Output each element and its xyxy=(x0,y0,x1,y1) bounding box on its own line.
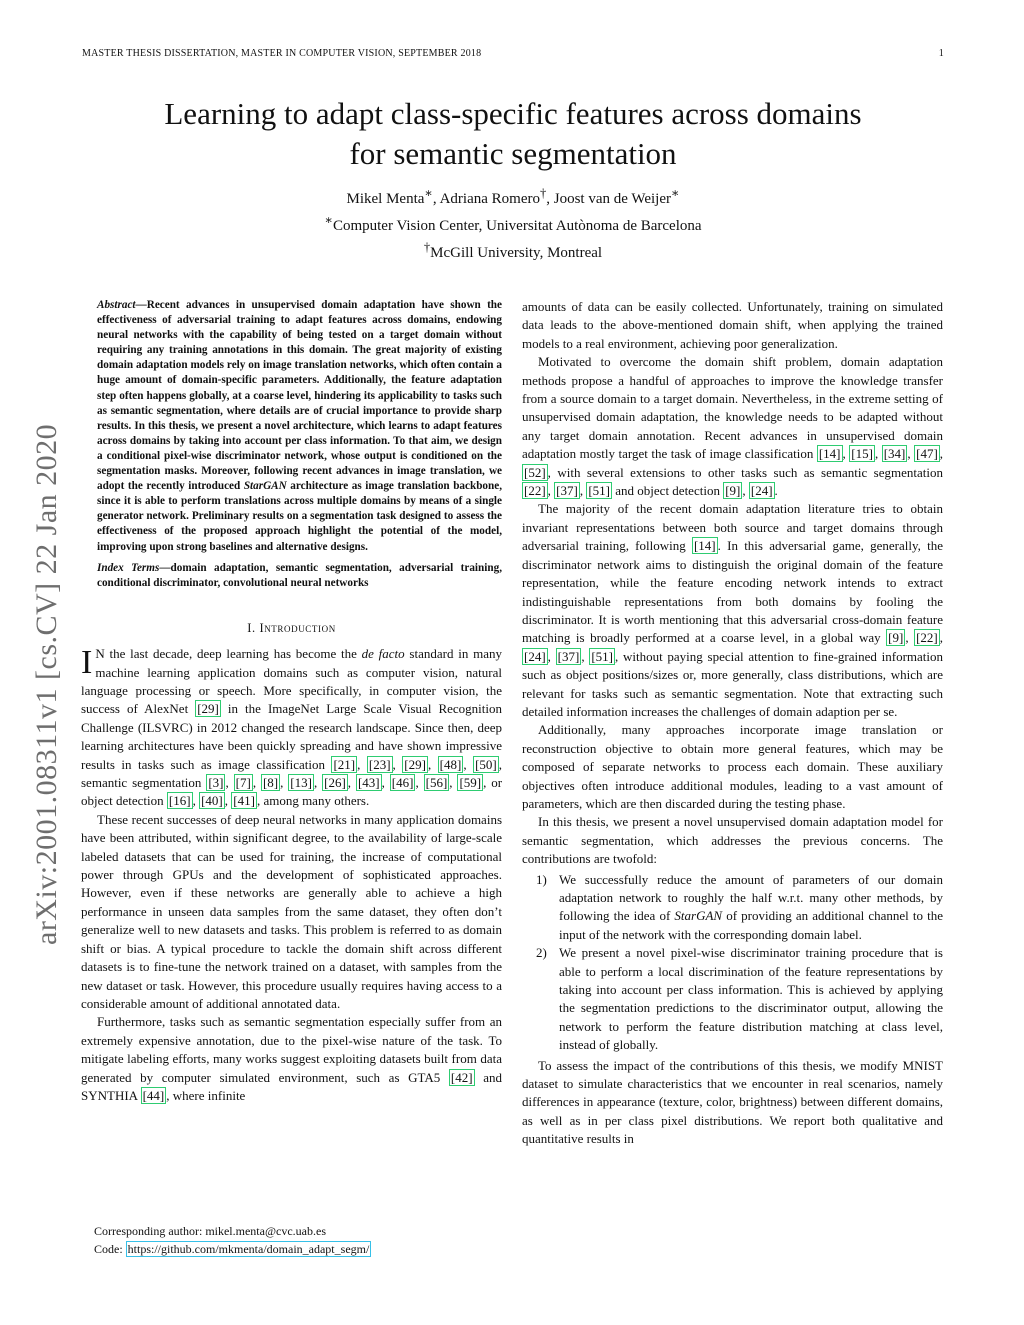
contribution-item-2 xyxy=(522,944,943,1054)
affiliation-2-text: McGill University, Montreal xyxy=(430,245,603,261)
citation-8[interactable]: [8] xyxy=(262,775,279,791)
intro-p1-text-d: , semantic segmentation xyxy=(81,756,502,791)
citation-44[interactable]: [44] xyxy=(142,1087,165,1103)
citation-22[interactable]: [22] xyxy=(524,483,546,499)
right-paragraph-4: Additionally, many approaches incorporate image translation or reconstruction objective to obtain more general features, which may be composed of separate networks to process each domain. These auxiliary objectives often introduce additional modules, leading to a vast amount of parameters, which are then discarded during the testing phase. xyxy=(522,722,943,811)
list-number-1: 1) xyxy=(536,871,547,887)
author-block xyxy=(82,183,944,264)
intro-p1-text-b: standard in many machine learning application domains such as computer vision, natural language processing or speech. More specifically, in computer vision, the success of AlexNet xyxy=(81,646,502,717)
right-p2-text-b: , with several extensions to other tasks such as semantic segmentation xyxy=(547,464,943,480)
abstract-lead: Abstract xyxy=(97,299,136,311)
affiliation-1-text: Computer Vision Center, Universitat Autònoma de Barcelona xyxy=(332,218,702,234)
affiliation-1 xyxy=(82,210,944,237)
citation-46[interactable]: [46] xyxy=(391,775,414,791)
footnote xyxy=(94,1222,371,1258)
right-p2-text-c: and object detection xyxy=(612,483,724,499)
author-3-mark: ∗ xyxy=(670,186,680,200)
intro-paragraph-3 xyxy=(81,1013,502,1105)
intro-paragraph-2: These recent successes of deep neural networks in many application domains have been attributed, within significant degree, to the availability of large-scale labeled datasets that can be used for training, the increase of computational power through GPUs and the development of sophisticated approaches. However, even if these networks are generally able to achieve a high performance in unseen data samples from the same dataset, they often don’t generalize well to new datasets and tasks. This problem is referred to as domain shift or bias. A typical procedure to tackle the domain shift across different datasets is to fine-tune the network trained on a dataset, with samples from the new dataset or task. However, this procedure usually requires having access to a considerable amount of additional annotated data. xyxy=(81,811,502,1011)
intro-p3-text-c: , where infinite xyxy=(166,1087,246,1103)
author-2-mark: † xyxy=(539,186,547,200)
arxiv-stamp: arXiv:2001.08311v1 [cs.CV] 22 Jan 2020 xyxy=(30,423,63,945)
citation-29[interactable]: [29] xyxy=(197,701,219,717)
affiliation-1-mark: ∗ xyxy=(324,213,333,227)
title-line-1: Learning to adapt class-specific features across domains xyxy=(164,96,862,131)
citation-16[interactable]: [16] xyxy=(168,793,191,809)
author-2: Adriana Romero xyxy=(439,191,540,207)
intro-paragraph-1: I N the last decade, deep learning has become the de facto standard in many machine learning application domains such as computer vision, natural language processing or speech. More specifically, in computer vision, the success of AlexNet [29] in the ImageNet Large Scale Visual Recognition Challenge (ILSVRC) in 2012 changed the research landscape. Since then, deep learning architectures have been quickly spreading and have shown impressive results in tasks such as image classification [21] , [23] , [29] , [48] , [50] , semantic segmentation [3] , [7] , [8] , [13] , [26] , [43] , [46] , [56] , [59] , or object detection [16] , [40] , [41] , among many others. xyxy=(81,644,503,809)
section-title: Introduction xyxy=(259,620,336,635)
intro-p1-defacto: de facto xyxy=(361,646,405,662)
citation-37[interactable]: [37] xyxy=(556,483,578,499)
list-number-2: 2) xyxy=(536,945,547,961)
citation-22[interactable]: [22] xyxy=(916,630,938,646)
citation-23[interactable]: [23] xyxy=(368,756,391,772)
citation-26[interactable]: [26] xyxy=(324,775,346,791)
code-label: Code: xyxy=(94,1242,126,1256)
citation-24[interactable]: [24] xyxy=(750,483,773,499)
contribution-item-1 xyxy=(522,871,943,945)
code-line xyxy=(94,1240,371,1258)
title-line-2: for semantic segmentation xyxy=(349,136,677,171)
citation-47[interactable]: [47] xyxy=(916,446,938,462)
page-number: 1 xyxy=(938,48,944,59)
author-1: Mikel Menta xyxy=(346,191,425,207)
citation-48[interactable]: [48] xyxy=(439,756,462,772)
right-p2-text-a: Motivated to overcome the domain shift problem, domain adaptation methods propose a handful of approaches to improve the knowledge transfer from a source domain to a target domain. Nevertheless, in the extreme setting of unsupervised domain adaptation, the knowledge needs to be adapted without any target domain annotation. Recent advances in unsupervised domain adaptation mostly target the task of image classification xyxy=(522,354,943,462)
author-1-mark: ∗ xyxy=(424,186,433,200)
citation-34[interactable]: [34] xyxy=(883,446,906,462)
right-paragraph-5: In this thesis, we present a novel unsupervised domain adaptation model for semantic segmentation, which addresses the previous concerns. The contributions are twofold: xyxy=(522,814,943,867)
contribution-1-text-a: We successfully reduce the amount of parameters of our domain adaptation network to roughly the half w.r.t. many other methods, by following the idea of xyxy=(559,871,943,924)
author-3: Joost van de Weijer xyxy=(553,191,671,207)
citation-52[interactable]: [52] xyxy=(524,464,546,480)
section-number: I. xyxy=(247,620,256,635)
left-column xyxy=(81,298,502,1105)
corresponding-author: Corresponding author: mikel.menta@cvc.uab.es xyxy=(94,1224,326,1238)
contributions-list xyxy=(522,871,943,1055)
contribution-2-text: We present a novel pixel-wise discriminator training procedure that is able to perform a local discrimination of the feature representations by taking into account per class information. This is achieved by applying the segmentation predictions to the discriminator output, allowing the network to perform the feature distribution matching at class level, instead of globally. xyxy=(559,945,943,1053)
index-terms xyxy=(97,561,502,591)
right-paragraph-2: Motivated to overcome the domain shift problem, domain adaptation methods propose a handful of approaches to improve the knowledge transfer from a source domain to a target domain. Nevertheless, in the extreme setting of unsupervised domain adaptation, the knowledge needs to be adapted without any target domain annotation. Recent advances in unsupervised domain adaptation mostly target the task of image classification [14] , [15] , [34] , [47] , [52] , with several extensions to other tasks such as semantic segmentation [22] , [37] , [51] and object detection [9] , [24] . xyxy=(522,354,944,499)
right-p3-text-b: . In this adversarial game, generally, the discriminator network aims to distinguish the original domain of the feature representation, while the feature encoding network intends to extract indistinguishable representations from both domains by fooling the discriminator. It is worth mentioning that this adversarial cross-domain feature matching is broadly performed at a coarse level, in a global way xyxy=(522,538,943,646)
citation-14[interactable]: [14] xyxy=(693,538,716,554)
running-title: MASTER THESIS DISSERTATION, MASTER IN COMPUTER VISION, SEPTEMBER 2018 xyxy=(82,48,482,59)
affiliation-2 xyxy=(82,237,944,264)
right-paragraph-3: The majority of the recent domain adaptation literature tries to obtain invariant representations between both source and target domains through adversarial training, following [14] . In this adversarial game, generally, the discriminator network aims to distinguish the original domain of the feature representation, while the feature encoding network intends to extract indistinguishable representations from both domains by fooling the discriminator. It is worth mentioning that this adversarial cross-domain feature matching is broadly performed at a coarse level, in a global way [9] , [22] , [24] , [37] , [51] , without paying special attention to fine-grained information such as object positions/sizes or, more generally, class distributions, which are relevant for tasks such as semantic segmentation. Note that extracting such detailed information increases the challenges of domain adaption per se. xyxy=(522,501,944,719)
intro-p3-text-b: and SYNTHIA xyxy=(81,1069,502,1103)
citation-37[interactable]: [37] xyxy=(557,648,580,664)
citation-41[interactable]: [41] xyxy=(233,793,255,809)
citation-7[interactable]: [7] xyxy=(235,775,251,791)
abstract xyxy=(97,298,502,555)
citation-59[interactable]: [59] xyxy=(459,775,482,791)
right-column xyxy=(522,298,943,1149)
citation-13[interactable]: [13] xyxy=(290,775,312,791)
citation-3[interactable]: [3] xyxy=(208,775,224,791)
citation-24[interactable]: [24] xyxy=(524,648,546,664)
intro-p1-text-e: , or object detection xyxy=(81,775,503,809)
citation-9[interactable]: [9] xyxy=(725,483,741,499)
code-url-link[interactable]: https://github.com/mkmenta/domain_adapt_segm/ xyxy=(127,1242,370,1256)
citation-29[interactable]: [29] xyxy=(404,756,426,772)
citation-51[interactable]: [51] xyxy=(588,483,611,499)
intro-p1-text-c: in the ImageNet Large Scale Visual Recognition Challenge (ILSVRC) in 2012 changed the research landscape. Since then, deep learning architectures have been quickly spreading and have shown impressive results in tasks such as image classification xyxy=(81,701,502,772)
intro-p1-text-a: N the last decade, deep learning has become the xyxy=(95,646,362,662)
right-paragraph-1: amounts of data can be easily collected. Unfortunately, training on simulated data leads to the above-mentioned domain shift, when applying the trained models to a real environment, achieving poor generalization. xyxy=(522,299,943,351)
paper-title xyxy=(82,94,944,174)
index-terms-text: —domain adaptation, semantic segmentation, adversarial training, conditional discriminator, convolutional neural networks xyxy=(97,561,502,589)
right-p3-text-a: The majority of the recent domain adaptation literature tries to obtain invariant representations between both source and target domains through adversarial training, following xyxy=(522,501,943,554)
citation-51[interactable]: [51] xyxy=(591,648,613,664)
abstract-text-2: architecture as image translation backbone, since it is able to perform translations across multiple domains by means of a single generator network. Preliminary results on a segmentation task designed to assess the effectiveness of the proposed approach highlight the potential of the model, improving upon strong baselines and alternative designs. xyxy=(97,480,503,553)
intro-p1-text-f: , among many others. xyxy=(256,793,370,809)
drop-cap: I xyxy=(81,644,93,682)
citation-56[interactable]: [56] xyxy=(425,775,448,791)
author-names: Mikel Menta∗, Adriana Romero†, Joost van de Weijer∗ xyxy=(346,186,680,207)
section-heading-introduction xyxy=(81,619,502,637)
citation-15[interactable]: [15] xyxy=(851,446,873,462)
citation-14[interactable]: [14] xyxy=(818,446,841,462)
contribution-1-stargan: StarGAN xyxy=(674,908,723,924)
citation-21[interactable]: [21] xyxy=(333,756,356,772)
citation-50[interactable]: [50] xyxy=(475,756,497,772)
right-p3-text-c: , without paying special attention to fine-grained information such as object positions/sizes or, more generally, class distributions, which are relevant for tasks such as semantic segmentation. Note that extracting such detailed information increases the challenges of domain adaption per se. xyxy=(522,648,944,719)
index-terms-lead: Index Terms xyxy=(97,561,160,574)
right-paragraph-6: To assess the impact of the contributions of this thesis, we modify MNIST dataset to simulate characteristics that we encounter in real scenarios, namely differences in appearance (texture, color, brightness) between different domains, as well as in per class pixel distributions. We report both qualitative and quantitative results in xyxy=(522,1057,943,1147)
abstract-stargan: StarGAN xyxy=(243,480,287,493)
citation-40[interactable]: [40] xyxy=(201,793,223,809)
citation-42[interactable]: [42] xyxy=(450,1069,473,1085)
abstract-text-1: —Recent advances in unsupervised domain adaptation have shown the effectiveness of adversarial training to adapt features across domains, endowing neural networks with the capability of being tested on a target domain without requiring any training annotations in this domain. The great majority of existing domain adaptation models rely on image translation networks, which often contain a huge amount of domain-specific parameters. Additionally, the feature adaptation step often happens globally, at a coarse level, hindering its applicability to tasks such as semantic segmentation, where details are of crucial importance to provide sharp results. In this thesis, we present a novel architecture, which learns to adapt features across domains by taking into account per class information. To that aim, we design a conditional pixel-wise discriminator network, whose output is conditioned on the segmentation masks. Moreover, following recent advances in image translation, we adopt the recently introduced xyxy=(97,299,502,493)
intro-p3-text-a: Furthermore, tasks such as semantic segmentation especially suffer from an extremely expensive annotation, due to the pixel-wise nature of the task. To mitigate labeling efforts, many works suggest exploiting datasets built from data generated by computer simulated environment, such as GTA5 xyxy=(81,1014,502,1085)
citation-43[interactable]: [43] xyxy=(357,775,380,791)
contribution-1-text-b: of providing an additional channel to the input of the network with the corresponding domain label. xyxy=(559,908,943,942)
citation-9[interactable]: [9] xyxy=(888,630,904,646)
affiliation-2-mark: † xyxy=(423,240,431,254)
